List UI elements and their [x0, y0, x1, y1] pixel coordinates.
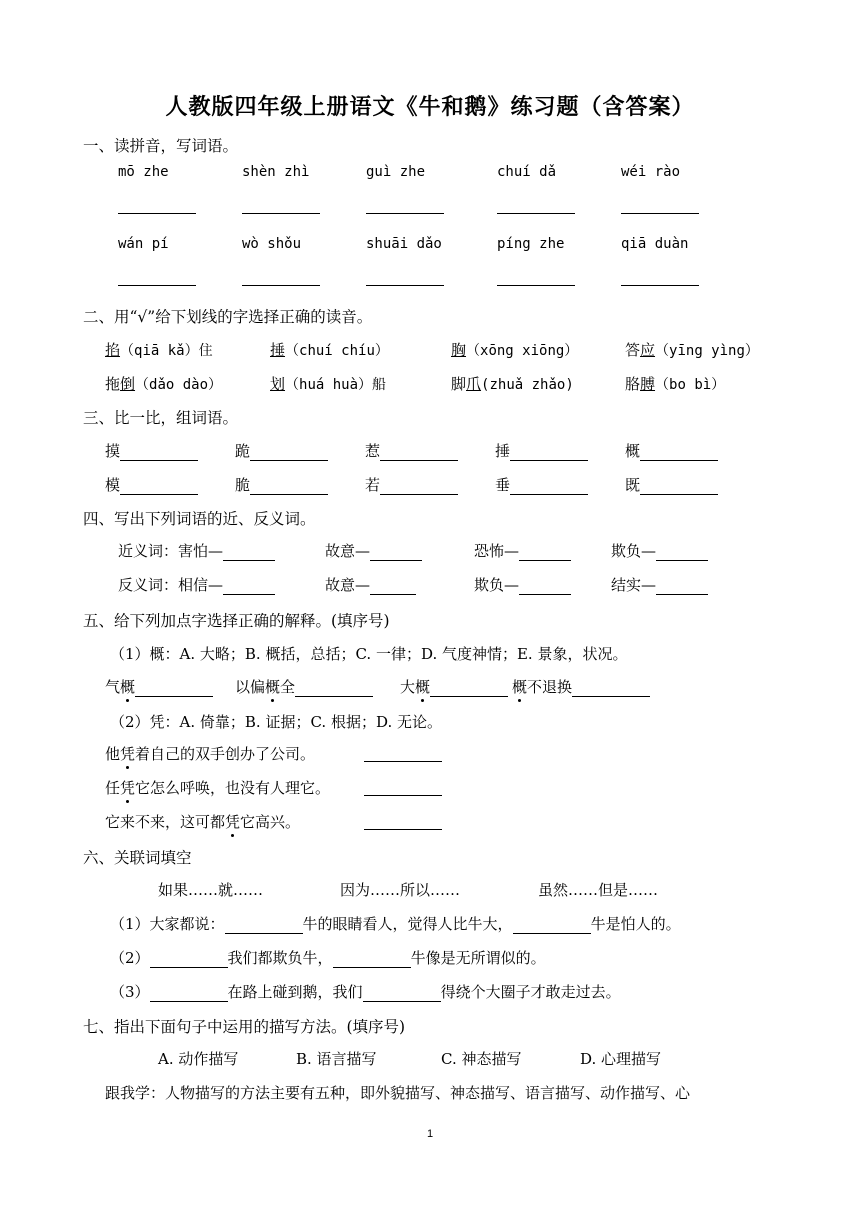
sentence-item: 它来不来，这可都凭它高兴。: [105, 813, 301, 831]
section-7-heading: 七、指出下面句子中运用的描写方法。(填序号): [83, 1018, 406, 1036]
word-blank[interactable]: 大概: [400, 676, 508, 697]
reading-choice[interactable]: 掐（qiā kǎ）住: [105, 341, 213, 359]
compare-item[interactable]: 既: [625, 474, 718, 495]
pinyin-item: qiā duàn: [621, 236, 689, 252]
conjunction-option: 虽然……但是……: [538, 881, 659, 899]
method-option: A. 动作描写: [158, 1050, 239, 1068]
pinyin-item: wéi rào: [621, 164, 681, 180]
answer-blank[interactable]: [364, 813, 442, 830]
page-number: 1: [426, 1128, 434, 1140]
compare-item[interactable]: 若: [365, 474, 458, 495]
compare-item[interactable]: 模: [105, 474, 198, 495]
answer-blank[interactable]: [364, 779, 442, 796]
section-5-heading: 五、给下列加点字选择正确的解释。(填序号): [83, 612, 390, 630]
method-option: B. 语言描写: [296, 1050, 377, 1068]
definition-line: （2）凭：A. 倚靠；B. 证据；C. 根据；D. 无论。: [110, 713, 442, 731]
pinyin-item: mō zhe: [118, 164, 169, 180]
answer-blank[interactable]: [497, 269, 575, 286]
reading-choice[interactable]: 拖倒（dǎo dào）: [105, 375, 223, 393]
fill-sentence[interactable]: （1）大家都说： 牛的眼睛看人，觉得人比牛大， 牛是怕人的。: [110, 915, 681, 933]
reading-choice[interactable]: 捶（chuí chíu）: [270, 341, 389, 359]
section-4-heading: 四、写出下列词语的近、反义词。: [83, 510, 316, 528]
answer-blank[interactable]: [497, 197, 575, 214]
antonym-item[interactable]: 欺负—: [474, 574, 571, 595]
fill-sentence[interactable]: （3） 在路上碰到鹅，我们 得绕个大圈子才敢走过去。: [110, 983, 621, 1001]
synonym-item[interactable]: 恐怖—: [474, 540, 571, 561]
compare-item[interactable]: 跪: [235, 440, 328, 461]
pinyin-item: píng zhe: [497, 236, 565, 252]
answer-blank[interactable]: [118, 269, 196, 286]
answer-blank[interactable]: [364, 745, 442, 762]
compare-item[interactable]: 摸: [105, 440, 198, 461]
reading-choice[interactable]: 胸（xōng xiōng）: [451, 341, 579, 359]
word-blank[interactable]: 概不退换: [512, 676, 650, 697]
answer-blank[interactable]: [242, 269, 320, 286]
pinyin-item: wò shǒu: [242, 236, 302, 252]
reading-choice[interactable]: 答应（yīng yìng）: [625, 341, 759, 359]
answer-blank[interactable]: [242, 197, 320, 214]
section-6-heading: 六、关联词填空: [83, 849, 192, 867]
page-title: 人教版四年级上册语文《牛和鹅》练习题（含答案）: [165, 94, 695, 120]
antonym-item[interactable]: 结实—: [611, 574, 708, 595]
reading-choice[interactable]: 胳膊（bo bì）: [625, 375, 726, 393]
definition-line: （1）概：A. 大略；B. 概括，总括；C. 一律；D. 气度神情；E. 景象，状况。: [110, 645, 628, 663]
study-note: 跟我学：人物描写的方法主要有五种，即外貌描写、神态描写、语言描写、动作描写、心: [105, 1084, 691, 1102]
answer-blank[interactable]: [366, 197, 444, 214]
antonym-item[interactable]: 反义词：相信—: [118, 574, 275, 595]
sentence-item: 他凭着自己的双手创办了公司。: [105, 745, 316, 763]
compare-item[interactable]: 垂: [495, 474, 588, 495]
compare-item[interactable]: 脆: [235, 474, 328, 495]
section-1-heading: 一、读拼音，写词语。: [83, 137, 239, 155]
answer-blank[interactable]: [366, 269, 444, 286]
method-option: D. 心理描写: [580, 1050, 662, 1068]
word-blank[interactable]: 以偏概全: [235, 676, 373, 697]
pinyin-item: shuāi dǎo: [366, 236, 442, 252]
fill-sentence[interactable]: （2） 我们都欺负牛， 牛像是无所谓似的。: [110, 949, 546, 967]
compare-item[interactable]: 惹: [365, 440, 458, 461]
antonym-item[interactable]: 故意—: [325, 574, 416, 595]
sentence-item: 任凭它怎么呼唤，也没有人理它。: [105, 779, 331, 797]
word-blank[interactable]: 气概: [105, 676, 213, 697]
pinyin-item: wán pí: [118, 236, 169, 252]
answer-blank[interactable]: [118, 197, 196, 214]
compare-item[interactable]: 捶: [495, 440, 588, 461]
pinyin-item: guì zhe: [366, 164, 426, 180]
synonym-item[interactable]: 故意—: [325, 540, 422, 561]
method-option: C. 神态描写: [441, 1050, 522, 1068]
synonym-item[interactable]: 欺负—: [611, 540, 708, 561]
synonym-item[interactable]: 近义词：害怕—: [118, 540, 275, 561]
answer-blank[interactable]: [621, 269, 699, 286]
section-3-heading: 三、比一比，组词语。: [83, 409, 239, 427]
conjunction-option: 如果……就……: [158, 881, 264, 899]
answer-blank[interactable]: [621, 197, 699, 214]
compare-item[interactable]: 概: [625, 440, 718, 461]
pinyin-item: shèn zhì: [242, 164, 310, 180]
section-2-heading: 二、用“√”给下划线的字选择正确的读音。: [83, 308, 373, 326]
reading-choice[interactable]: 划（huá huà）船: [270, 375, 387, 393]
pinyin-item: chuí dǎ: [497, 164, 557, 180]
reading-choice[interactable]: 脚爪(zhuǎ zhǎo): [451, 375, 574, 393]
conjunction-option: 因为……所以……: [340, 881, 461, 899]
